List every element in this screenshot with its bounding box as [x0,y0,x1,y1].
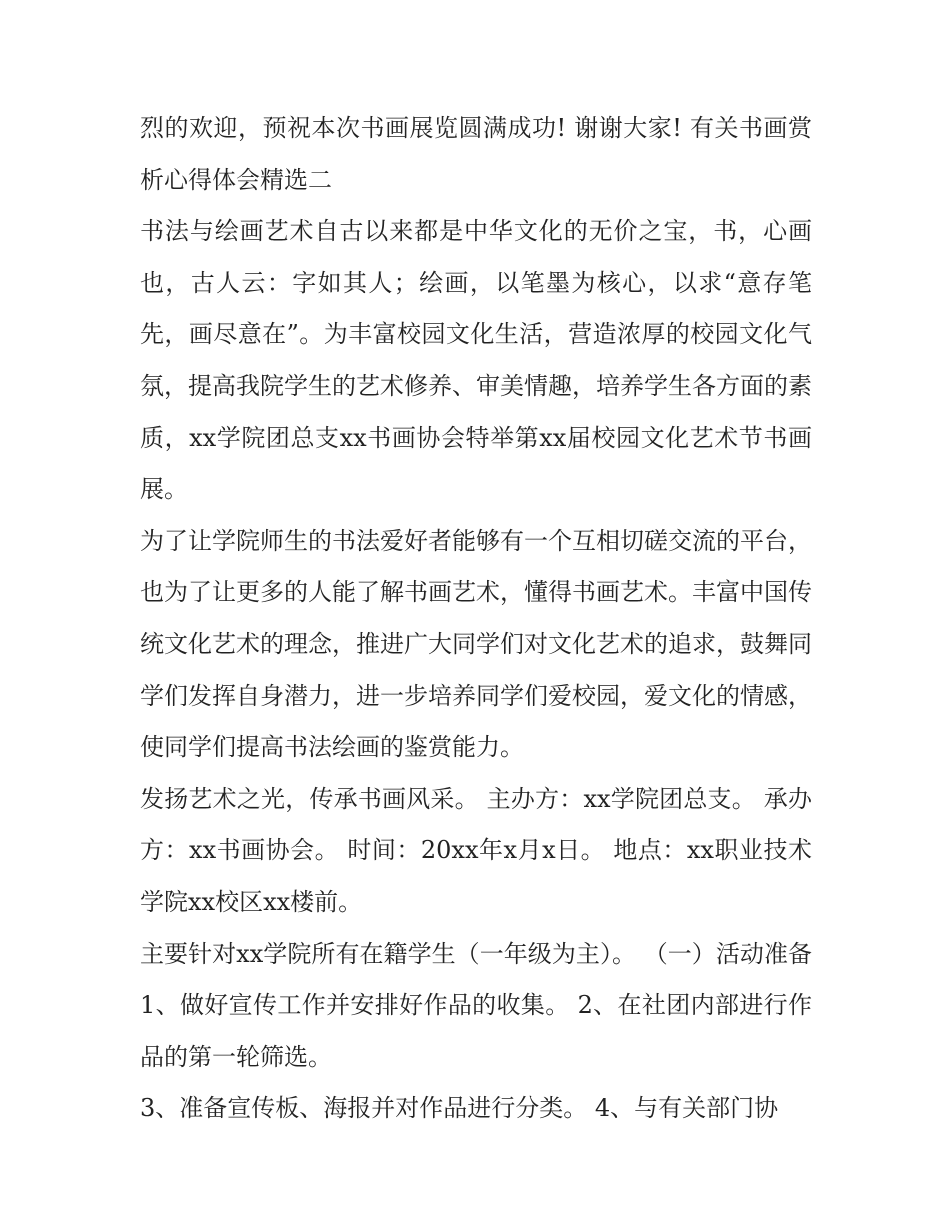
paragraph-welcome-closing: 烈的欢迎，预祝本次书画展览圆满成功! 谢谢大家! 有关书画赏析心得体会精选二 [140,114,812,194]
paragraph-introduction: 书法与绘画艺术自古以来都是中华文化的无价之宝，书，心画也，古人云：字如其人；绘画，以笔墨为核心，以求“意存笔先，画尽意在”。为丰富校园文化生活，营造浓厚的校园文化气氛，提高我院学生的艺术修养、审美情趣，培养学生各方面的素质，xx学院团总支xx书画协会特举第xx届校园文化艺术节书画展。 [140,217,812,504]
paragraph-event-details: 发扬艺术之光，传承书画风采。 主办方：xx学院团总支。 承办方：xx书画协会。 时间：20xx年x月x日。 地点：xx职业技术学院xx校区xx楼前。 [140,784,812,916]
paragraph-purpose: 为了让学院师生的书法爱好者能够有一个互相切磋交流的平台，也为了让更多的人能了解书画艺术，懂得书画艺术。丰富中国传统文化艺术的理念，推进广大同学们对文化艺术的追求，鼓舞同学们发挥自身潜力，进一步培养同学们爱校园，爱文化的情感，使同学们提高书法绘画的鉴赏能力。 [140,526,812,762]
paragraph-participants-preparation: 主要针对xx学院所有在籍学生（一年级为主）。 （一）活动准备1、做好宣传工作并安排好作品的收集。 2、在社团内部进行作品的第一轮筛选。 [140,939,812,1071]
paragraph-preparation-continued: 3、准备宣传板、海报并对作品进行分类。 4、与有关部门协 [140,1094,779,1123]
document-body [140,103,812,1135]
